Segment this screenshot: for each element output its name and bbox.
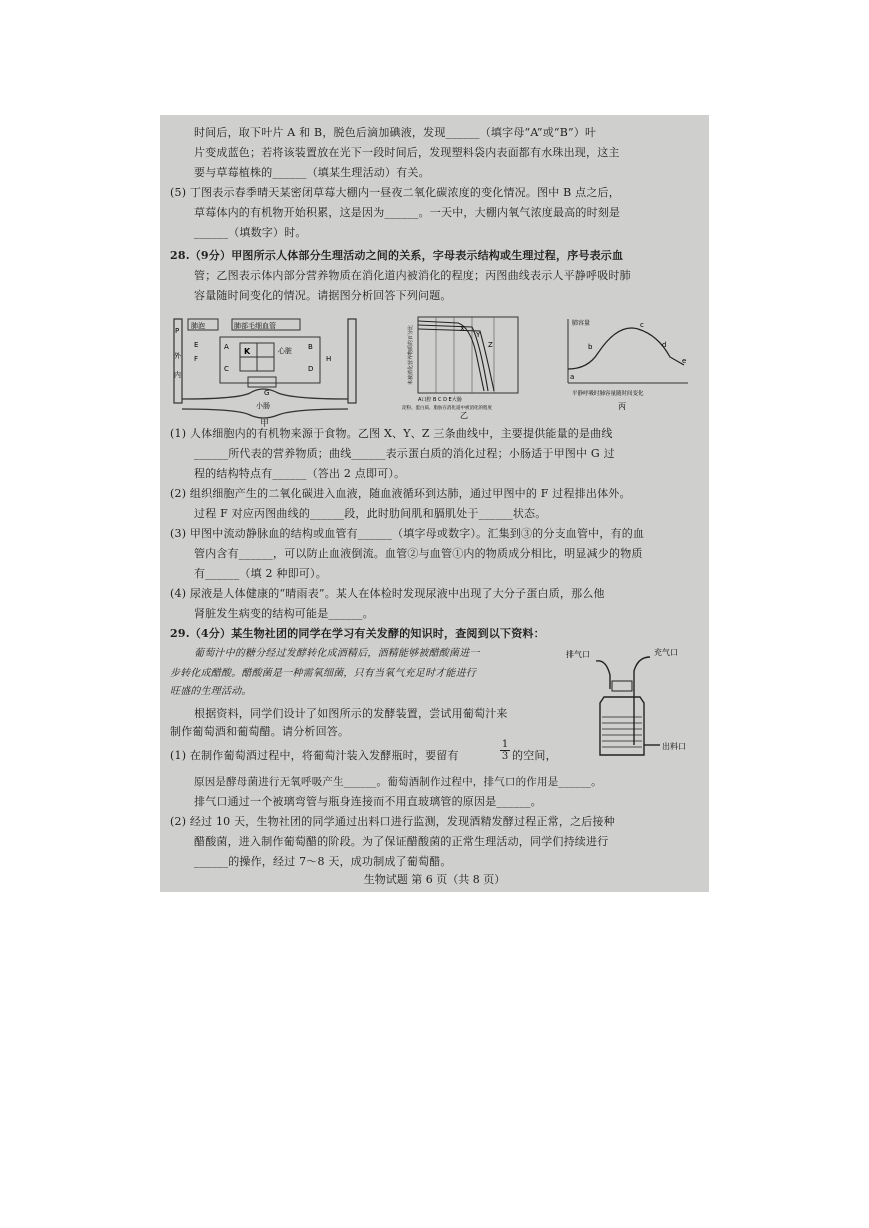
question-part: (5) 丁图表示春季晴天某密闭草莓大棚内一昼夜二氧化碳浓度的变化情况。图中 B 点之后， [170,186,620,199]
y-axis-label: 肺容量 [572,320,591,327]
text-line: 肾脏发生病变的结构可能是______。 [194,607,374,620]
text-line: ______的操作，经过 7～8 天，成功制成了葡萄醋。 [194,855,452,868]
text-line: ______所代表的营养物质；曲线______表示蛋白质的消化过程；小肠适于甲图中 G 过 [194,447,615,460]
curve-x: X [460,325,465,333]
curve-z: Z [488,341,493,349]
point-c: c [640,321,644,329]
x-axis-label: 淀粉、蛋白质、脂肪在消化道中被消化的程度 [402,406,492,411]
figure-yi [398,313,538,419]
material-line: 旺盛的生理活动。 [170,686,252,697]
label-alveoli: 肺泡 [191,322,205,330]
question-part: (1) 在制作葡萄酒过程中，将葡萄汁装入发酵瓶时，要留有 [170,749,459,762]
text-line: 有______（填 2 种即可）。 [194,567,327,580]
label-p: P [175,327,180,335]
text-line: ______（填数字）时。 [194,226,307,239]
x-ticks: A口腔 B C D E大肠 [418,397,462,403]
label-exhaust: 排气口 [566,650,590,659]
question-part: (4) 尿液是人体健康的“晴雨表”。某人在体检时发现尿液中出现了大分子蛋白质，那么他 [170,587,605,600]
question-28-stem: 28.（9分）甲图所示人体部分生理活动之间的关系，字母表示结构或生理过程，序号表示血 [170,249,624,262]
material-line: 步转化成醋酸。醋酸菌是一种需氧细菌，只有当氧气充足时才能进行 [170,668,476,679]
question-part: (2) 经过 10 天，生物社团的同学通过出料口进行监测，发现酒精发酵过程正常，之后接种 [170,815,615,828]
question-part: (1) 人体细胞内的有机物来源于食物。乙图 X、Y、Z 三条曲线中，主要提供能量的是曲线 [170,427,613,440]
fraction-one-third [500,739,510,762]
text-line: 过程 F 对应丙图曲线的______段，此时肋间肌和膈肌处于______状态。 [194,507,547,520]
page-footer: 生物试题 第 6 页（共 8 页） [363,873,506,886]
text-line: 时间后，取下叶片 A 和 B，脱色后滴加碘液，发现______（填字母“A”或“B”）叶 [194,126,597,139]
text-line: 程的结构特点有______（答出 2 点即可）。 [194,467,406,480]
label-outside: 外 [174,352,181,360]
question-part: (3) 甲图中流动静脉血的结构或血管有______（填字母或数字）。汇集到③的分支血管中，有的血 [170,527,645,540]
point-a: a [570,373,575,381]
exam-page-photo [160,115,709,892]
label-d: D [308,365,314,373]
label-f: F [194,355,199,363]
text-line: 制作葡萄酒和葡萄醋。请分析回答。 [170,725,350,738]
fraction-denominator: 3 [501,751,509,762]
label-h: H [326,355,332,363]
point-d: d [662,341,667,349]
caption-bing: 丙 [618,402,626,411]
fermentation-device [558,645,708,757]
y-axis-label: 未被消化营养物质的百分比 [408,324,414,385]
question-29-stem: 29.（4分）某生物社团的同学在学习有关发酵的知识时，查阅到以下资料： [170,627,545,640]
label-inlet: 充气口 [654,648,678,657]
caption-yi: 乙 [460,411,468,419]
fraction-numerator: 1 [501,739,509,750]
label-k: K [244,347,251,356]
text-line: 片变成蓝色；若将该装置放在光下一段时间后，发现塑料袋内表面都有水珠出现，这主 [194,146,620,159]
text-line: 的空间， [512,749,557,762]
material-line: 葡萄汁中的糖分经过发酵转化成酒精后，酒精能够被醋酸菌进一 [194,648,480,659]
text-line: 管；乙图表示体内部分营养物质在消化道内被消化的程度；丙图曲线表示人平静呼吸时肺 [194,269,631,282]
caption-jia: 甲 [260,419,270,429]
label-a: A [224,343,229,351]
point-e: e [682,357,687,365]
label-heart: 心脏 [278,347,292,355]
label-g: G [264,389,270,397]
label-small-intestine: 小肠 [256,402,270,410]
text-line: 管内含有______，可以防止血液倒流。血管②与血管①内的物质成分相比，明显减少的物质 [194,547,643,560]
question-part: (2) 组织细胞产生的二氧化碳进入血液，随血液循环到达肺，通过甲图中的 F 过程排出体外。 [170,487,631,500]
label-inside: 内 [174,371,181,379]
point-b: b [588,343,593,351]
curve-y: Y [476,331,481,339]
figure-bing [558,313,698,419]
x-axis-label: 平静呼吸时肺容量随时间变化 [572,391,644,397]
label-outlet: 出料口 [662,742,686,751]
figure-jia [168,313,358,419]
text-line: 要与草莓植株的______（填某生理活动）有关。 [194,166,430,179]
label-e: E [194,341,199,349]
label-c: C [224,365,229,373]
text-line: 草莓体内的有机物开始积累，这是因为______。一天中，大棚内氧气浓度最高的时刻是 [194,206,621,219]
text-line: 醋酸菌，进入制作葡萄醋的阶段。为了保证醋酸菌的正常生理活动，同学们持续进行 [194,835,609,848]
text-line: 根据资料，同学们设计了如图所示的发酵装置，尝试用葡萄汁来 [194,707,508,720]
label-lung-capillaries: 肺部毛细血管 [234,322,276,330]
text-line: 排气口通过一个被璃弯管与瓶身连接而不用直玻璃管的原因是______。 [194,795,542,808]
text-line: 原因是酵母菌进行无氧呼吸产生______。葡萄酒制作过程中，排气口的作用是______。 [194,776,602,788]
text-line: 容量随时间变化的情况。请据图分析回答下列问题。 [194,289,452,302]
label-b: B [308,343,313,351]
